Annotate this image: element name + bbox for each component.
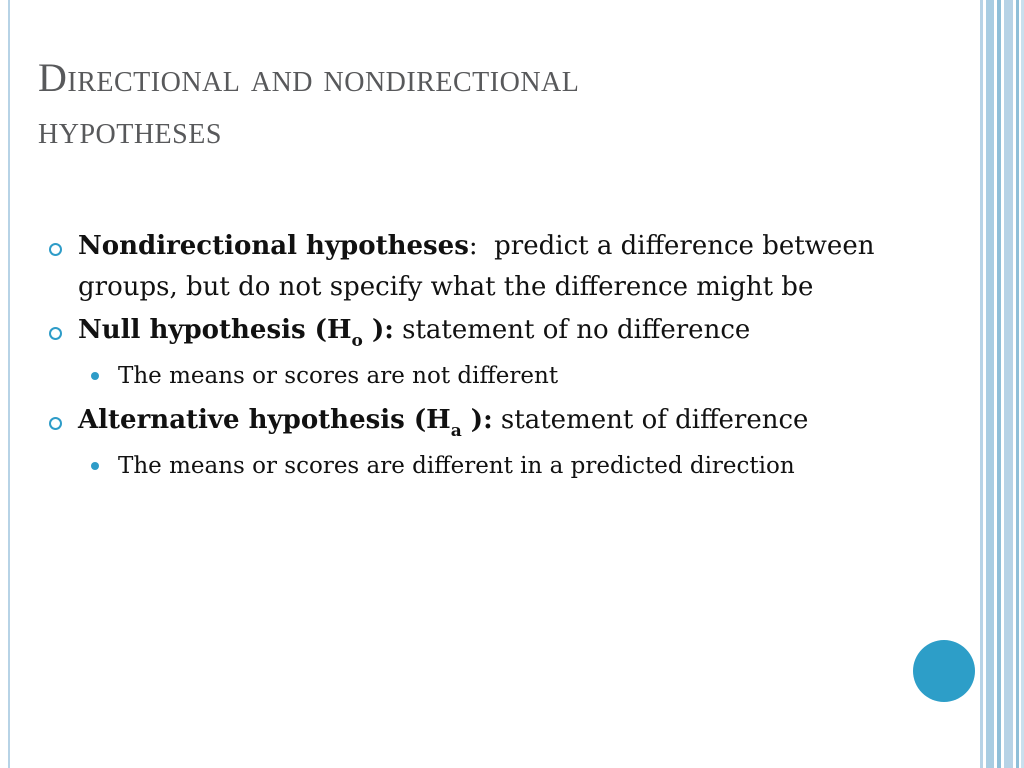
bullet-term-prefix: Alternative hypothesis (H (78, 405, 451, 435)
bullet-alternative-hypothesis (48, 400, 958, 444)
slide-title (38, 52, 938, 156)
left-border-rule (8, 0, 10, 768)
bullet-term-prefix: Null hypothesis (H (78, 315, 352, 345)
bullet-term-suffix: ): (461, 405, 493, 435)
decorative-circle (913, 640, 975, 702)
bullet-term: Nondirectional hypotheses (78, 231, 469, 261)
sub-bullet-alternative (48, 446, 958, 486)
dot-bullet-icon (91, 462, 99, 470)
ring-bullet-icon (49, 417, 62, 430)
border-stripe (1004, 0, 1013, 768)
sub-bullet-text: The means or scores are not different (118, 363, 559, 389)
border-stripe (1016, 0, 1019, 768)
ring-bullet-icon (49, 243, 62, 256)
bullet-null-hypothesis (48, 310, 958, 354)
bullet-text: statement of no difference (393, 315, 751, 345)
title-line-1: Directional and nondirectional (38, 55, 580, 100)
dot-bullet-icon (91, 372, 99, 380)
bullet-colon: : (468, 231, 478, 261)
bullet-nondirectional (48, 226, 958, 308)
border-stripe (997, 0, 1001, 768)
sub-bullet-null (48, 356, 958, 396)
title-line-2: hypotheses (38, 107, 222, 152)
slide-content (48, 226, 958, 490)
bullet-subscript: o (351, 331, 363, 351)
bullet-term-suffix: ): (362, 315, 394, 345)
bullet-subscript: a (450, 421, 462, 441)
border-stripe (986, 0, 994, 768)
ring-bullet-icon (49, 327, 62, 340)
sub-bullet-text: The means or scores are different in a predicted direction (118, 453, 795, 479)
bullet-text: predict a difference between groups, but do not specify what the difference might be (78, 231, 883, 302)
right-border-stripes (980, 0, 1024, 768)
bullet-text: statement of difference (492, 405, 809, 435)
border-stripe (980, 0, 983, 768)
